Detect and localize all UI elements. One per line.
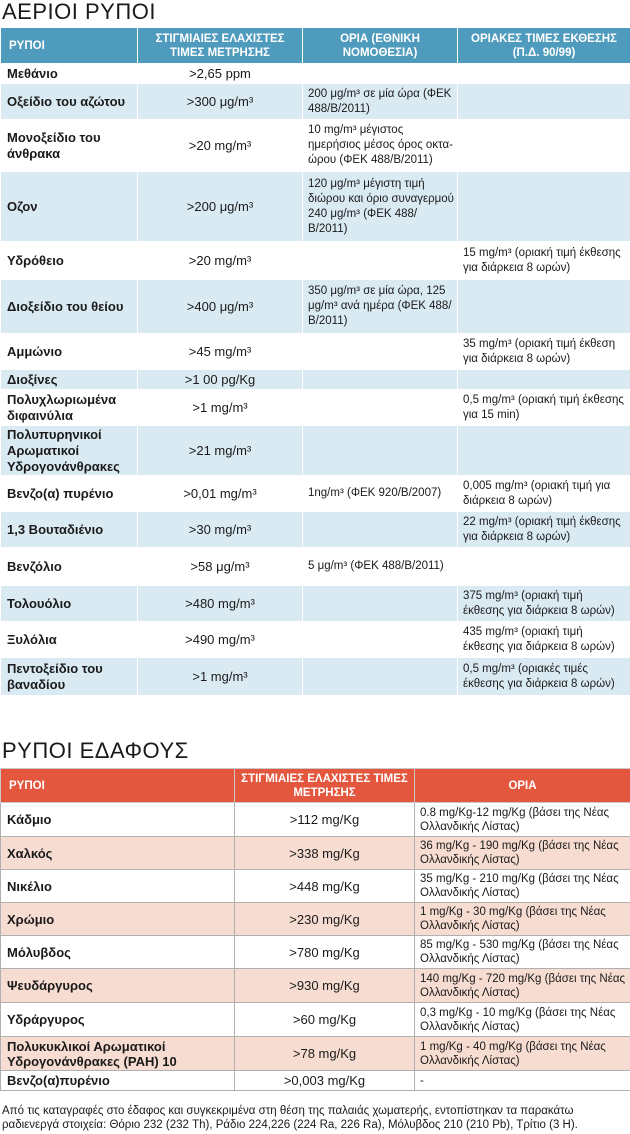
- pollutant-name: Βενζο(α)πυρένιο: [1, 1071, 235, 1091]
- soil-pollutants-table: [0, 768, 630, 1091]
- pollutant-name: Τολουόλιο: [1, 586, 138, 622]
- national-limit: [303, 370, 458, 390]
- measurement-value: >30 mg/m³: [138, 512, 303, 548]
- national-limit: [303, 512, 458, 548]
- measurement-value: >400 μg/m³: [138, 280, 303, 334]
- air-table-row: [1, 658, 630, 696]
- pollutant-name: Αμμώνιο: [1, 334, 138, 370]
- measurement-value: >448 mg/Kg: [235, 870, 415, 903]
- exposure-limit: [458, 548, 630, 586]
- measurement-value: >480 mg/m³: [138, 586, 303, 622]
- exposure-limit: [458, 426, 630, 476]
- pollutant-name: Ξυλόλια: [1, 622, 138, 658]
- measurement-value: >78 mg/Kg: [235, 1037, 415, 1071]
- soil-table-header-row: [1, 769, 630, 803]
- measurement-value: >58 μg/m³: [138, 548, 303, 586]
- pollutant-name: 1,3 Βουταδιένιο: [1, 512, 138, 548]
- air-table-row: [1, 622, 630, 658]
- air-header-limits: ΟΡΙΑ (ΕΘΝΙΚΗ ΝΟΜΟΘΕΣΙΑ): [303, 28, 458, 64]
- limit-value: -: [415, 1071, 630, 1091]
- soil-table-row: [1, 1071, 630, 1091]
- air-header-measurement: ΣΤΙΓΜΙΑΙΕΣ ΕΛΑΧΙΣΤΕΣ ΤΙΜΕΣ ΜΕΤΡΗΣΗΣ: [138, 28, 303, 64]
- air-table-row: [1, 120, 630, 172]
- exposure-limit: 435 mg/m³ (οριακή τιμή έκθεσης για διάρκεια 8 ωρών): [458, 622, 630, 658]
- limit-value: 1 mg/Kg - 30 mg/Kg (βάσει της Νέας Ολλανδικής Λίστας): [415, 903, 630, 936]
- air-table-row: [1, 84, 630, 120]
- limit-value: 85 mg/Kg - 530 mg/Kg (βάσει της Νέας Ολλανδικής Λίστας): [415, 936, 630, 969]
- air-table-row: [1, 586, 630, 622]
- national-limit: [303, 242, 458, 280]
- measurement-value: >1 mg/m³: [138, 390, 303, 426]
- air-table-row: [1, 64, 630, 84]
- soil-header-measurement: ΣΤΙΓΜΙΑΙΕΣ ΕΛΑΧΙΣΤΕΣ ΤΙΜΕΣ ΜΕΤΡΗΣΗΣ: [235, 769, 415, 803]
- national-limit: [303, 390, 458, 426]
- national-limit: [303, 586, 458, 622]
- pollutant-name: Διοξίνες: [1, 370, 138, 390]
- air-table-row: [1, 390, 630, 426]
- national-limit: [303, 658, 458, 696]
- measurement-value: >1 00 pg/Kg: [138, 370, 303, 390]
- exposure-limit: [458, 120, 630, 172]
- soil-header-limits: ΟΡΙΑ: [415, 769, 630, 803]
- pollutant-name: Υδρόθειο: [1, 242, 138, 280]
- measurement-value: >0,003 mg/Kg: [235, 1071, 415, 1091]
- air-table-row: [1, 476, 630, 512]
- limit-value: 0.8 mg/Kg-12 mg/Kg (βάσει της Νέας Ολλανδικής Λίστας): [415, 803, 630, 837]
- exposure-limit: 0,005 mg/m³ (οριακή τιμή για διάρκεια 8 ωρών): [458, 476, 630, 512]
- measurement-value: >930 mg/Kg: [235, 969, 415, 1003]
- national-limit: [303, 426, 458, 476]
- pollutant-name: Υδράργυρος: [1, 1003, 235, 1037]
- pollutant-name: Χαλκός: [1, 837, 235, 870]
- pollutant-name: Πολυχλωριωμένα διφαινύλια: [1, 390, 138, 426]
- soil-table-row: [1, 903, 630, 936]
- measurement-value: >20 mg/m³: [138, 120, 303, 172]
- exposure-limit: [458, 370, 630, 390]
- pollutant-name: Πολυπυρηνικοί Αρωματικοί Υδρογονάνθρακες: [1, 426, 138, 476]
- exposure-limit: 22 mg/m³ (οριακή τιμή έκθεσης για διάρκεια 8 ωρών): [458, 512, 630, 548]
- pollutant-name: Βενζο(α) πυρένιο: [1, 476, 138, 512]
- measurement-value: >112 mg/Kg: [235, 803, 415, 837]
- measurement-value: >338 mg/Kg: [235, 837, 415, 870]
- national-limit: 10 mg/m³ μέγιστος ημερήσιος μέσος όρος οκταώρου (ΦΕΚ 488/Β/2011): [303, 120, 458, 172]
- soil-pollutants-title: ΡΥΠΟΙ ΕΔΑΦΟΥΣ: [2, 738, 189, 763]
- measurement-value: >1 mg/m³: [138, 658, 303, 696]
- national-limit: 1ng/m³ (ΦΕΚ 920/Β/2007): [303, 476, 458, 512]
- exposure-limit: 15 mg/m³ (οριακή τιμή έκθεσης για διάρκεια 8 ωρών): [458, 242, 630, 280]
- limit-value: 0,3 mg/Kg - 10 mg/Kg (βάσει της Νέας Ολλανδικής Λίστας): [415, 1003, 630, 1037]
- radioactive-elements-footnote: Από τις καταγραφές στο έδαφος και συγκεκριμένα στη θέση της παλαιάς χωματερής, εντοπίστηκαν τα παρακάτω ραδιενεργά στοιχεία: Θόριο 232 (232 Th), Ράδιο 224,226 (224 Ra, 226 Ra), Μόλυβδος 210 (210 Pb), Τρίτιο (3 H).: [2, 1105, 578, 1131]
- pollutant-name: Οξείδιο του αζώτου: [1, 84, 138, 120]
- air-table-row: [1, 512, 630, 548]
- exposure-limit: [458, 64, 630, 84]
- national-limit: 5 μg/m³ (ΦΕΚ 488/Β/2011): [303, 548, 458, 586]
- air-header-exposure: ΟΡΙΑΚΕΣ ΤΙΜΕΣ ΕΚΘΕΣΗΣ (Π.Δ. 90/99): [458, 28, 630, 64]
- pollutant-name: Μόλυβδος: [1, 936, 235, 969]
- soil-table-row: [1, 870, 630, 903]
- measurement-value: >2,65 ppm: [138, 64, 303, 84]
- national-limit: 200 μg/m³ σε μία ώρα (ΦΕΚ 488/Β/2011): [303, 84, 458, 120]
- soil-table-row: [1, 837, 630, 870]
- pollutant-name: Διοξείδιο του θείου: [1, 280, 138, 334]
- soil-table-row: [1, 969, 630, 1003]
- limit-value: 1 mg/Kg - 40 mg/Kg (βάσει της Νέας Ολλανδικής Λίστας): [415, 1037, 630, 1071]
- pollutant-name: Πολυκυκλικοί Αρωματικοί Υδρογονάνθρακες (PAH) 10: [1, 1037, 235, 1071]
- exposure-limit: 375 mg/m³ (οριακή τιμή έκθεσης για διάρκεια 8 ωρών): [458, 586, 630, 622]
- air-pollutants-title: ΑΕΡΙΟΙ ΡΥΠΟΙ: [2, 0, 156, 24]
- pollutant-name: Χρώμιο: [1, 903, 235, 936]
- air-table-row: [1, 548, 630, 586]
- exposure-limit: [458, 172, 630, 242]
- measurement-value: >60 mg/Kg: [235, 1003, 415, 1037]
- measurement-value: >200 μg/m³: [138, 172, 303, 242]
- pollutant-name: Μονοξείδιο του άνθρακα: [1, 120, 138, 172]
- air-table-row: [1, 242, 630, 280]
- measurement-value: >230 mg/Kg: [235, 903, 415, 936]
- soil-table-row: [1, 1003, 630, 1037]
- pollutant-name: Κάδμιο: [1, 803, 235, 837]
- limit-value: 35 mg/Kg - 210 mg/Kg (βάσει της Νέας Ολλανδικής Λίστας): [415, 870, 630, 903]
- air-table-row: [1, 280, 630, 334]
- air-table-header-row: [1, 28, 630, 64]
- air-header-pollutant: ΡΥΠΟΙ: [1, 28, 138, 64]
- air-table-row: [1, 426, 630, 476]
- measurement-value: >45 mg/m³: [138, 334, 303, 370]
- national-limit: [303, 334, 458, 370]
- soil-header-pollutant: ΡΥΠΟΙ: [1, 769, 235, 803]
- national-limit: [303, 622, 458, 658]
- soil-table-row: [1, 803, 630, 837]
- national-limit: [303, 64, 458, 84]
- air-table-row: [1, 172, 630, 242]
- exposure-limit: [458, 280, 630, 334]
- air-table-row: [1, 334, 630, 370]
- measurement-value: >300 μg/m³: [138, 84, 303, 120]
- exposure-limit: 0,5 mg/m³ (οριακή τιμή έκθεσης για 15 min): [458, 390, 630, 426]
- pollutant-name: Πεντοξείδιο του βαναδίου: [1, 658, 138, 696]
- measurement-value: >0,01 mg/m³: [138, 476, 303, 512]
- limit-value: 36 mg/Kg - 190 mg/Kg (βάσει της Νέας Ολλανδικής Λίστας): [415, 837, 630, 870]
- pollutant-name: Μεθάνιο: [1, 64, 138, 84]
- soil-table-row: [1, 1037, 630, 1071]
- pollutant-name: Οζον: [1, 172, 138, 242]
- measurement-value: >20 mg/m³: [138, 242, 303, 280]
- exposure-limit: [458, 84, 630, 120]
- measurement-value: >21 mg/m³: [138, 426, 303, 476]
- pollutant-name: Ψευδάργυρος: [1, 969, 235, 1003]
- air-pollutants-table: [0, 27, 630, 696]
- measurement-value: >490 mg/m³: [138, 622, 303, 658]
- limit-value: 140 mg/Kg - 720 mg/Kg (βάσει της Νέας Ολλανδικής Λίστας): [415, 969, 630, 1003]
- exposure-limit: 35 mg/m³ (οριακή τιμή έκθεση για διάρκεια 8 ωρών): [458, 334, 630, 370]
- national-limit: 350 μg/m³ σε μία ώρα, 125 μg/m³ ανά ημέρα (ΦΕΚ 488/Β/2011): [303, 280, 458, 334]
- measurement-value: >780 mg/Kg: [235, 936, 415, 969]
- pollutant-name: Νικέλιο: [1, 870, 235, 903]
- national-limit: 120 μg/m³ μέγιστη τιμή διώρου και όριο συναγερμού 240 μg/m³ (ΦΕΚ 488/Β/2011): [303, 172, 458, 242]
- air-table-row: [1, 370, 630, 390]
- pollutant-name: Βενζόλιο: [1, 548, 138, 586]
- soil-table-row: [1, 936, 630, 969]
- exposure-limit: 0,5 mg/m³ (οριακές τιμές έκθεσης για διάρκεια 8 ωρών): [458, 658, 630, 696]
